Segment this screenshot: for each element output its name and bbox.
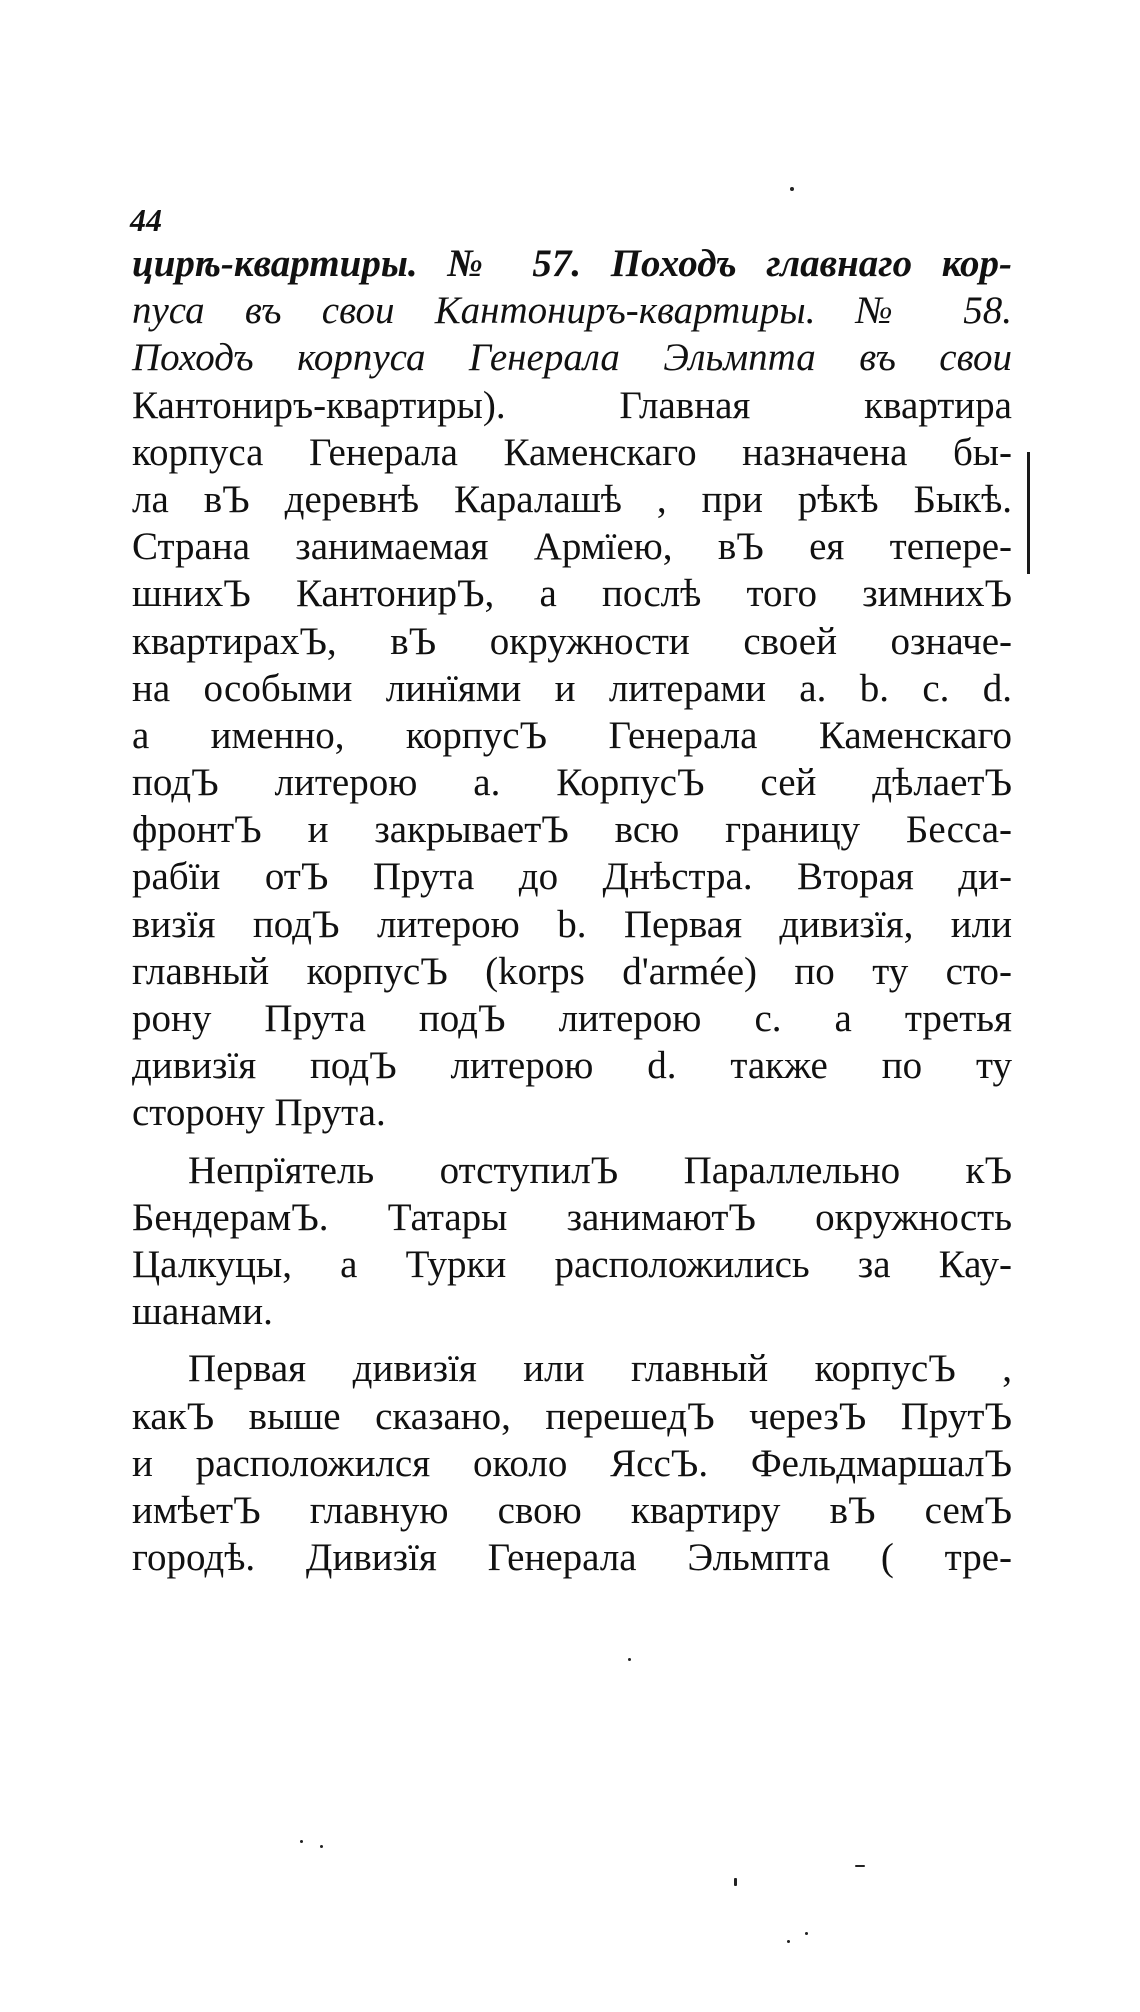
margin-line (1027, 452, 1030, 574)
text-line: БендерамЪ. Татары занимаютЪ окружность (132, 1195, 1012, 1239)
text-line: Походъ корпуса Генерала Эльмпта въ свои (132, 336, 1012, 380)
text-line: и расположился около ЯссЪ. ФельдмаршалЪ (132, 1441, 1012, 1485)
text-line: пуса въ свои Кантониръ-квартиры. № 58. (132, 289, 1012, 333)
text-line: ла вЪ деревнѣ Каралашѣ , при рѣкѣ Быкѣ. (132, 477, 1012, 521)
scan-speck (320, 1845, 323, 1848)
text-line: Страна занимаемая Армїею, вЪ ея тепере- (132, 525, 1012, 569)
text-line: визїя подЪ литерою b. Первая дивизїя, или (132, 902, 1012, 946)
text-line: городѣ. Дивизїя Генерала Эльмпта ( тре- (132, 1536, 1012, 1580)
text-line: подЪ литерою a. КорпусЪ сей дѣлаетЪ (132, 761, 1012, 805)
text-line: рабїи отЪ Прута до Днѣстра. Вторая ди- (132, 855, 1012, 899)
paragraph-1 (132, 240, 1012, 1137)
paragraph-2 (132, 1147, 1012, 1336)
text-line: шанами. (132, 1290, 273, 1334)
text-line: главный корпусЪ (korps d'armée) по ту сто- (132, 949, 1012, 993)
text-line: дивизїя подЪ литерою d. также по ту (132, 1044, 1012, 1088)
text-line: имѣетЪ главную свою квартиру вЪ семЪ (132, 1488, 1012, 1532)
text-line: фронтЪ и закрываетЪ всю границу Бесса- (132, 808, 1012, 852)
text-line: на особыми линїями и литерами a. b. c. d. (132, 666, 1012, 710)
scan-speck (787, 1940, 790, 1943)
text-line: а именно, корпусЪ Генерала Каменскаго (132, 713, 1012, 757)
text-line: рону Прута подЪ литерою c. а третья (132, 997, 1012, 1040)
text-line: Непрїятель отступилЪ Параллельно кЪ (188, 1148, 1012, 1192)
scan-speck (300, 1840, 303, 1843)
scan-speck (855, 1865, 865, 1867)
text-line: какЪ выше сказано, перешедЪ черезЪ ПрутЪ (132, 1394, 1012, 1438)
text-line: сторону Прута. (132, 1091, 386, 1135)
text-line: Кантониръ-квартиры). Главная квартира (132, 383, 1012, 427)
body-text (132, 240, 1012, 1581)
text-line: Цалкуцы, а Турки расположились за Кау- (132, 1242, 1012, 1286)
paragraph-3 (132, 1345, 1012, 1581)
text-line: квартирахЪ, вЪ окружности своей означе- (132, 619, 1012, 663)
page-number: 44 (130, 202, 162, 238)
scan-speck (805, 1932, 808, 1935)
text-line: цирѣ-квартиры. № 57. Походъ главнаго кор- (132, 242, 1012, 285)
text-line: шнихЪ КантонирЪ, а послѣ того зимнихЪ (132, 572, 1012, 616)
scan-speck (790, 187, 794, 191)
scan-speck (628, 1658, 631, 1661)
text-line: Первая дивизїя или главный корпусЪ , (188, 1347, 1012, 1391)
scan-speck (734, 1878, 737, 1886)
text-line: корпуса Генерала Каменскаго назначена бы- (132, 430, 1012, 474)
